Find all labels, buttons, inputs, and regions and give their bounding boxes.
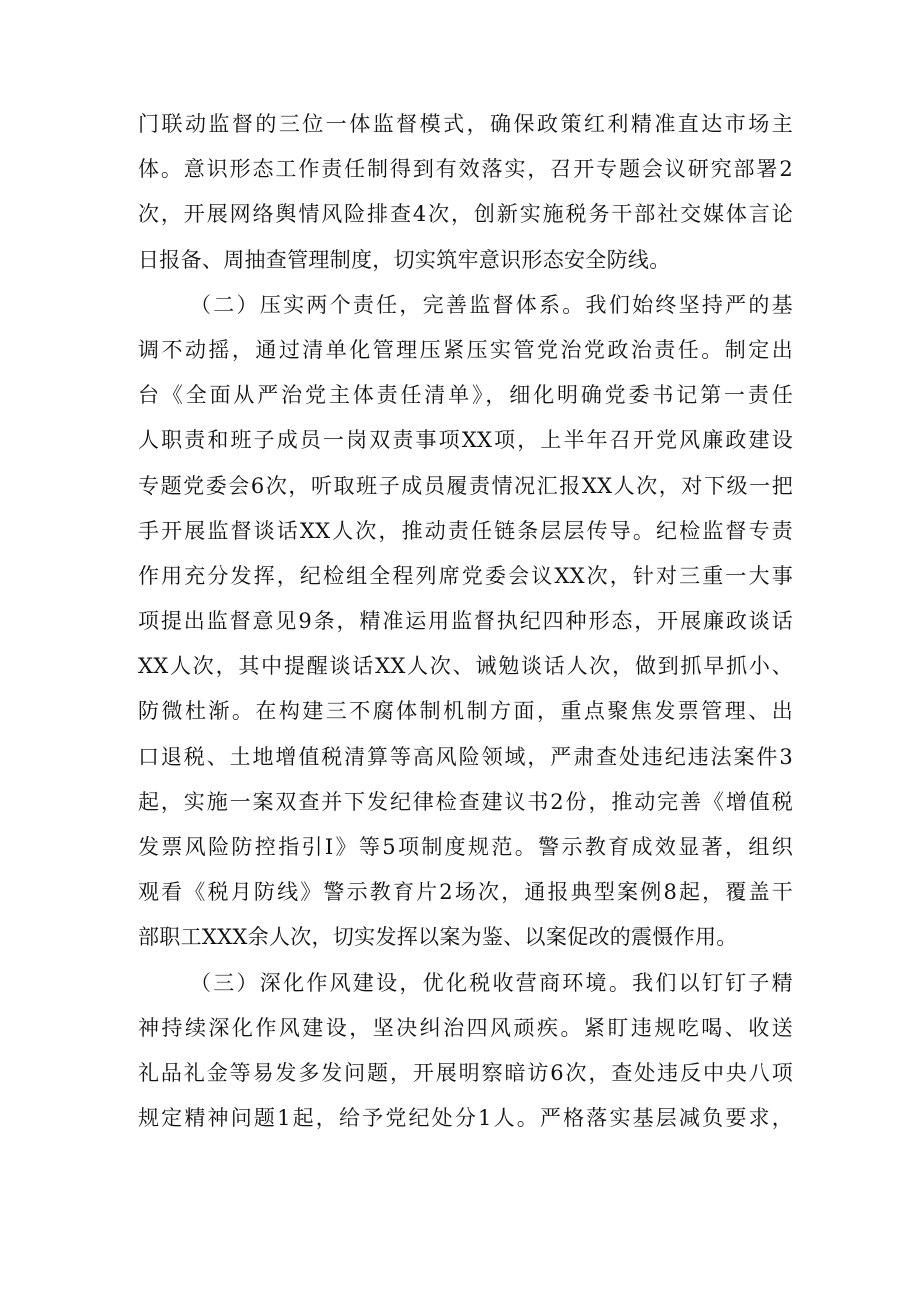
text-line: 防微杜渐。在构建三不腐体制机制方面，重点聚焦发票管理、出 [138,699,793,724]
text-line: 观看《税月防线》警示教育片2场次，通报典型案例8起，覆盖干 [138,880,793,905]
text-line: 门联动监督的三位一体监督模式，确保政策红利精准直达市场主 [138,112,793,136]
text-line: 项提出监督意见9条，精准运用监督执纪四种形态，开展廉政谈话 [138,609,793,634]
text-line: 部职工XXX余人次，切实发挥以案为鉴、以案促改的震慑作用。 [138,925,738,950]
text-line: 口退税、土地增值税清算等高风险领域，严肃查处违纪违法案件3 [138,744,793,769]
text-line: 次，开展网络舆情风险排查4次，创新实施税务干部社交媒体言论 [138,202,793,227]
text-line: 神持续深化作风建设，坚决纠治四风顽疾。紧盯违规吃喝、收送 [138,1015,793,1040]
text-line: 调不动摇，通过清单化管理压紧压实管党治党政治责任。制定出 [138,337,793,362]
text-line: 礼品礼金等易发多发问题，开展明察暗访6次，查处违反中央八项 [138,1060,793,1085]
text-line: XX人次，其中提醒谈话XX人次、诫勉谈话人次，做到抓早抓小、 [138,654,793,679]
text-line: 体。意识形态工作责任制得到有效落实，召开专题会议研究部署2 [138,157,793,182]
text-line: 手开展监督谈话XX人次，推动责任链条层层传导。纪检监督专责 [138,518,793,543]
document-body [138,102,793,1141]
text-line: 规定精神问题1起，给予党纪处分1人。严格落实基层减负要求， [138,1106,793,1131]
text-line: 发票风险防控指引I》等5项制度规范。警示教育成效显著，组织 [138,835,793,859]
paragraph-start-line: （二）压实两个责任，完善监督体系。我们始终坚持严的基 [190,292,793,317]
paragraph-start-line: （三）深化作风建设，优化税收营商环境。我们以钉钉子精 [190,970,793,995]
text-line: 专题党委会6次，听取班子成员履责情况汇报XX人次，对下级一把 [138,473,793,498]
text-line: 作用充分发挥，纪检组全程列席党委会议XX次，针对三重一大事 [138,563,793,588]
text-line: 人职责和班子成员一岗双责事项XX项，上半年召开党风廉政建设 [138,428,793,453]
text-line: 台《全面从严治党主体责任清单》，细化明确党委书记第一责任 [138,383,793,408]
text-line: 起，实施一案双查并下发纪律检查建议书2份，推动完善《增值税 [138,789,793,814]
text-line: 日报备、周抽查管理制度，切实筑牢意识形态安全防线。 [138,247,671,272]
